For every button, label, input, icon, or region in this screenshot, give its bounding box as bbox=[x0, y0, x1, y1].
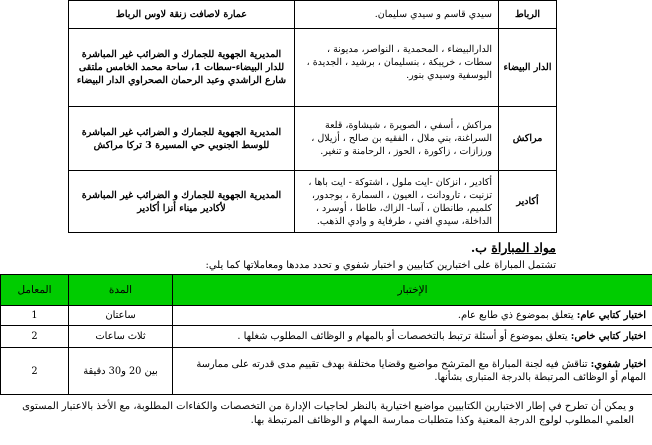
exam-description bbox=[173, 348, 652, 395]
covered-areas: مراكش ، أسفي ، الصويرة ، شيشاوة، قلعة السراغنة، بني ملال ، الفقيه بن صالح ، أزيلال ، ورزازات ، زاكورة ، الحوز ، الرحامنة و تنغير. bbox=[295, 107, 499, 171]
directorate-address: المديرية الجهوية للجمارك و الضرائب غير المباشرة للدار البيضاء-سطات 1، ساحة محمد الخامس ملتقى شارع الراشدي وعبد الرحمان الصحراوي الدار البيضاء bbox=[69, 29, 295, 107]
exam-description bbox=[173, 326, 652, 348]
directorate-row bbox=[69, 171, 557, 233]
section-title: مواد المباراة bbox=[491, 240, 556, 255]
covered-areas: سيدي قاسم و سيدي سليمان. bbox=[295, 1, 499, 29]
covered-areas: الدارالبيضاء ، المحمدية ، النواصر، مديونة ، سطات ، خريبكة ، بنسليمان ، برشيد ، الجديدة ، اليوسفية وسيدي بنور. bbox=[295, 29, 499, 107]
exam-label: اختبار شفوي: bbox=[590, 359, 646, 370]
directorate-address: عمارة لاصافت زنقة لاوس الرباط bbox=[69, 1, 295, 29]
exam-duration: ساعتان bbox=[69, 306, 173, 326]
exam-duration: بين 20 و30 دقيقة bbox=[69, 348, 173, 395]
city-name: مراكش bbox=[499, 107, 557, 171]
header-duration: المدة bbox=[69, 275, 173, 306]
city-name: الدار البيضاء bbox=[499, 29, 557, 107]
exam-duration: ثلاث ساعات bbox=[69, 326, 173, 348]
exam-label: اختبار كتابي خاص: bbox=[570, 331, 646, 342]
exam-row bbox=[1, 348, 652, 395]
header-coef: المعامل bbox=[1, 275, 69, 306]
exam-text: يتعلق بموضوع أو أسئلة ترتبط بالتخصصات أو بالمهام و الوظائف المطلوب شغلها . bbox=[237, 331, 568, 342]
exam-coef: 1 bbox=[1, 306, 69, 326]
exam-label: اختبار كتابي عام: bbox=[576, 310, 646, 321]
exam-text: تناقش فيه لجنة المباراة مع المترشح مواضيع وقضايا مختلفة بهدف تقييم مدى قدرته على ممارسة المهام أو الوظائف المرتبطة بالدرجة المتبارى بشأنها. bbox=[196, 359, 646, 383]
directorate-row bbox=[69, 107, 557, 171]
exam-row bbox=[1, 326, 652, 348]
exam-coef: 2 bbox=[1, 326, 69, 348]
section-heading bbox=[471, 240, 556, 255]
exam-table-header bbox=[1, 275, 652, 306]
section-intro: تشتمل المباراة على اختبارين كتابيين و اختبار شفوي و تحدد مددها ومعاملاتها كما يلي: bbox=[205, 260, 556, 271]
exam-coef: 2 bbox=[1, 348, 69, 395]
directorate-address: المديرية الجهوية للجمارك و الضرائب غير المباشرة للوسط الجنوبي حي المسيرة 3 تركا مراكش bbox=[69, 107, 295, 171]
city-name: الرباط bbox=[499, 1, 557, 29]
exam-row bbox=[1, 306, 652, 326]
section-number: ب. bbox=[470, 240, 487, 255]
exam-text: يتعلق بموضوع ذي طابع عام. bbox=[457, 310, 574, 321]
covered-areas: أكادير ، انزكان -ايت ملول ، اشتوكة - ايت باها ، تزنيت ، تارودانت ، العيون ، السمارة ، بوجدور، كلميم، طانطان ، آسا- الزاك، طاطا ، أوسرد ، الداخلة، سيدي افني ، طرفاية و وادي الذهب. bbox=[295, 171, 499, 233]
exam-table bbox=[0, 274, 652, 395]
directorate-row bbox=[69, 1, 557, 29]
footer-note: و يمكن أن تطرح في إطار الاختبارين الكتابيين مواضيع اختيارية بالنظر لحاجيات الإدارة من التخصصات والكفاءات المطلوبة، مع الأخذ بالاعتبار المستوى العلمي المطلوب لولوج الدرجة المعنية وكذا متطلبات ممارسة المهام و الوظائف المرتبطة بها. bbox=[22, 401, 634, 426]
directorate-address: المديرية الجهوية للجمارك و الضرائب غير المباشرة لأكادير ميناء أنزا أكادير bbox=[69, 171, 295, 233]
city-name: أكادير bbox=[499, 171, 557, 233]
directorates-table bbox=[68, 0, 557, 233]
exam-description bbox=[173, 306, 652, 326]
header-exam: الإختبار bbox=[173, 275, 652, 306]
directorate-row bbox=[69, 29, 557, 107]
